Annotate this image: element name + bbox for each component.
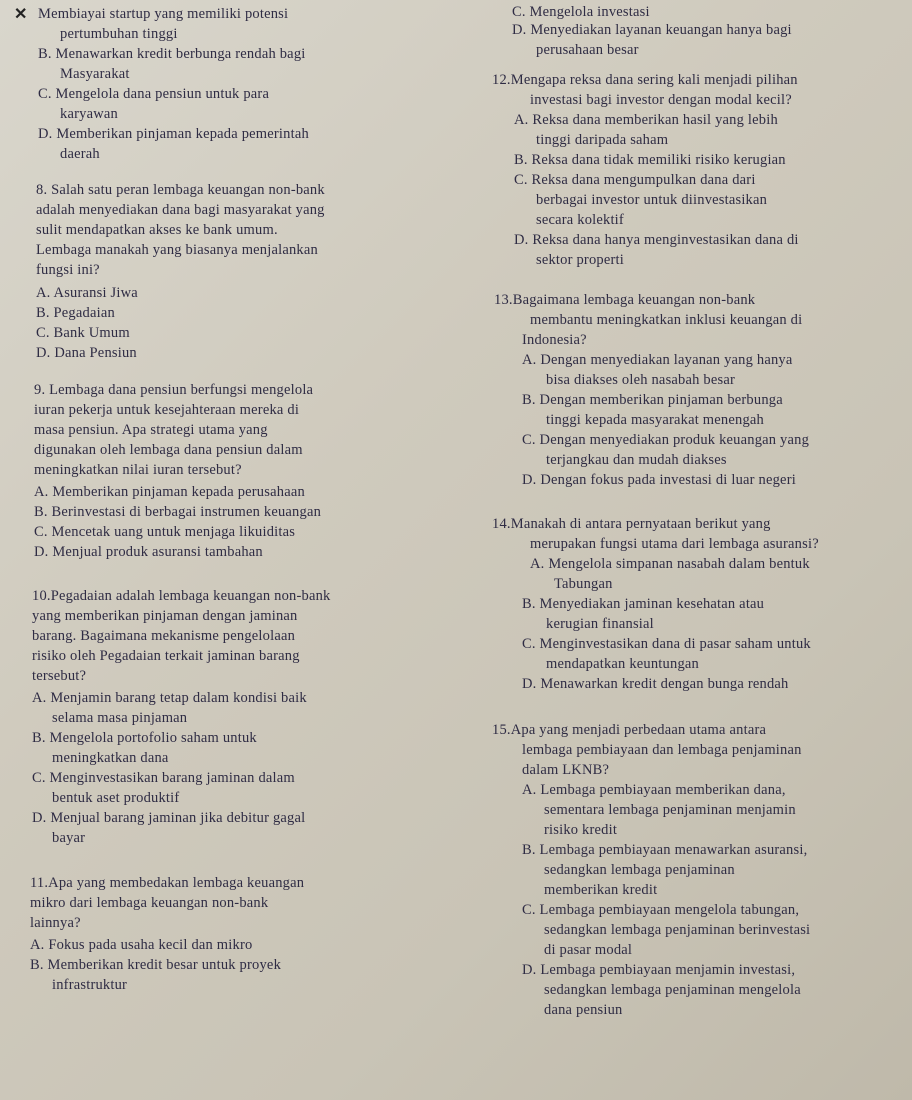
right-text-line: B. Reksa dana tidak memiliki risiko kerugian [514, 152, 786, 168]
left-text-line: mikro dari lembaga keuangan non-bank [30, 895, 269, 911]
right-text-line: secara kolektif [536, 212, 624, 228]
right-text-line: A. Lembaga pembiayaan memberikan dana, [522, 782, 786, 798]
left-text-line: 10.Pegadaian adalah lembaga keuangan non-bank [32, 588, 331, 604]
left-text-line: B. Pegadaian [36, 305, 115, 321]
left-text-line: A. Asuransi Jiwa [36, 285, 138, 301]
left-text-line: B. Mengelola portofolio saham untuk [32, 730, 257, 746]
right-text-line: D. Lembaga pembiayaan menjamin investasi, [522, 962, 796, 978]
right-text-line: 13.Bagaimana lembaga keuangan non-bank [494, 292, 756, 308]
left-text-line: A. Menjamin barang tetap dalam kondisi baik [32, 690, 307, 706]
left-text-line: 11.Apa yang membedakan lembaga keuangan [30, 875, 305, 891]
left-text-line: Lembaga manakah yang biasanya menjalankan [36, 242, 318, 258]
left-text-line: 9. Lembaga dana pensiun berfungsi mengelola [34, 382, 314, 398]
right-text-line: A. Dengan menyediakan layanan yang hanya [522, 352, 793, 368]
left-text-line: C. Bank Umum [36, 325, 130, 341]
left-text-line: C. Menginvestasikan barang jaminan dalam [32, 770, 295, 786]
left-text-line: A. Memberikan pinjaman kepada perusahaan [34, 484, 305, 500]
right-text-line: kerugian finansial [546, 616, 654, 632]
right-text-line: tinggi kepada masyarakat menengah [546, 412, 764, 428]
left-text-line: Membiayai startup yang memiliki potensi [38, 6, 289, 22]
right-text-line: terjangkau dan mudah diakses [546, 452, 727, 468]
right-text-line: Indonesia? [522, 332, 587, 348]
right-text-line: D. Reksa dana hanya menginvestasikan dana di [514, 232, 799, 248]
left-text-line: selama masa pinjaman [52, 710, 188, 726]
right-text-line: bisa diakses oleh nasabah besar [546, 372, 736, 388]
right-text-line: investasi bagi investor dengan modal kecil? [530, 92, 792, 108]
right-text-line: sementara lembaga penjaminan menjamin [544, 802, 796, 818]
right-text-line: mendapatkan keuntungan [546, 656, 699, 672]
left-text-line: lainnya? [30, 915, 81, 931]
left-text-line: D. Menjual produk asuransi tambahan [34, 544, 263, 560]
right-text-line: dana pensiun [544, 1002, 623, 1018]
right-text-line: C. Lembaga pembiayaan mengelola tabungan, [522, 902, 800, 918]
left-text-line: yang memberikan pinjaman dengan jaminan [32, 608, 298, 624]
right-text-line: C. Reksa dana mengumpulkan dana dari [514, 172, 756, 188]
right-text-line: berbagai investor untuk diinvestasikan [536, 192, 768, 208]
right-text-line: D. Menawarkan kredit dengan bunga rendah [522, 676, 789, 692]
right-text-line: B. Menyediakan jaminan kesehatan atau [522, 596, 765, 612]
right-text-line: A. Reksa dana memberikan hasil yang lebih [514, 112, 778, 128]
left-text-line: D. Menjual barang jaminan jika debitur gagal [32, 810, 306, 826]
left-text-line: bayar [52, 830, 86, 846]
left-text-line: C. Mengelola dana pensiun untuk para [38, 86, 270, 102]
left-text-line: masa pensiun. Apa strategi utama yang [34, 422, 268, 438]
left-text-line: D. Dana Pensiun [36, 345, 137, 361]
right-text-line: tinggi daripada saham [536, 132, 669, 148]
left-text-line: B. Menawarkan kredit berbunga rendah bagi [38, 46, 306, 62]
right-text-line: D. Menyediakan layanan keuangan hanya bagi [512, 22, 792, 38]
left-text-line: daerah [60, 146, 100, 162]
right-text-line: risiko kredit [544, 822, 618, 838]
left-text-line: adalah menyediakan dana bagi masyarakat yang [36, 202, 325, 218]
left-text-line: C. Mencetak uang untuk menjaga likuiditas [34, 524, 296, 540]
right-text-line: sedangkan lembaga penjaminan berinvestasi [544, 922, 811, 938]
right-text-line: sektor properti [536, 252, 624, 268]
left-text-line: sulit mendapatkan akses ke bank umum. [36, 222, 278, 238]
left-text-line: D. Memberikan pinjaman kepada pemerintah [38, 126, 309, 142]
left-text-line: karyawan [60, 106, 118, 122]
left-text-line: A. Fokus pada usaha kecil dan mikro [30, 937, 253, 953]
right-text-line: B. Dengan memberikan pinjaman berbunga [522, 392, 783, 408]
left-text-line: Masyarakat [60, 66, 130, 82]
right-text-line: Tabungan [554, 576, 613, 592]
left-text-line: digunakan oleh lembaga dana pensiun dalam [34, 442, 303, 458]
right-text-line: merupakan fungsi utama dari lembaga asuransi? [530, 536, 819, 552]
right-text-line: C. Menginvestasikan dana di pasar saham untuk [522, 636, 811, 652]
right-text-line: dalam LKNB? [522, 762, 610, 778]
right-text-line: sedangkan lembaga penjaminan [544, 862, 735, 878]
right-text-line: 12.Mengapa reksa dana sering kali menjadi pilihan [492, 72, 798, 88]
handwritten-x-mark: ✕ [14, 6, 28, 23]
left-text-line: B. Memberikan kredit besar untuk proyek [30, 957, 282, 973]
right-text-line: 15.Apa yang menjadi perbedaan utama antara [492, 722, 767, 738]
right-text-line: B. Lembaga pembiayaan menawarkan asuransi, [522, 842, 808, 858]
left-text-line: meningkatkan dana [52, 750, 169, 766]
right-text-line: D. Dengan fokus pada investasi di luar negeri [522, 472, 796, 488]
right-text-line: C. Dengan menyediakan produk keuangan yang [522, 432, 810, 448]
left-text-line: meningkatkan nilai iuran tersebut? [34, 462, 242, 478]
right-text-line: perusahaan besar [536, 42, 639, 58]
right-text-line: sedangkan lembaga penjaminan mengelola [544, 982, 801, 998]
left-text-line: tersebut? [32, 668, 87, 684]
left-text-line: 8. Salah satu peran lembaga keuangan non-bank [36, 182, 325, 198]
left-text-line: infrastruktur [52, 977, 128, 993]
left-text-line: fungsi ini? [36, 262, 100, 278]
right-text-line: C. Mengelola investasi [512, 4, 650, 20]
right-text-line: lembaga pembiayaan dan lembaga penjaminan [522, 742, 802, 758]
left-text-line: risiko oleh Pegadaian terkait jaminan barang [32, 648, 300, 664]
left-text-line: B. Berinvestasi di berbagai instrumen keuangan [34, 504, 322, 520]
right-text-line: di pasar modal [544, 942, 633, 958]
left-text-line: barang. Bagaimana mekanisme pengelolaan [32, 628, 296, 644]
right-text-line: memberikan kredit [544, 882, 658, 898]
left-text-line: pertumbuhan tinggi [60, 26, 178, 42]
right-text-line: membantu meningkatkan inklusi keuangan di [530, 312, 803, 328]
right-text-line: 14.Manakah di antara pernyataan berikut yang [492, 516, 771, 532]
left-text-line: iuran pekerja untuk kesejahteraan mereka di [34, 402, 300, 418]
left-text-line: bentuk aset produktif [52, 790, 180, 806]
right-text-line: A. Mengelola simpanan nasabah dalam bentuk [530, 556, 810, 572]
